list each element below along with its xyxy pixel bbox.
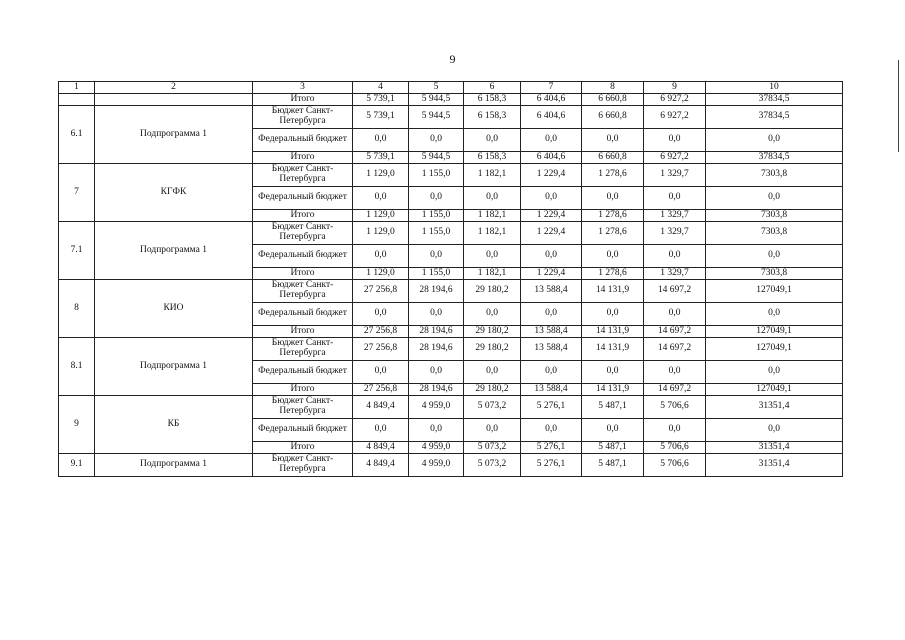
table-row — [59, 94, 843, 106]
value-cell: 13 588,4 — [521, 280, 582, 303]
value-cell: 1 229,4 — [521, 268, 582, 280]
page-number: 9 — [449, 52, 456, 66]
value-cell: 1 182,1 — [464, 210, 521, 222]
column-header-2: 2 — [95, 82, 253, 94]
value-cell: 14 697,2 — [644, 338, 706, 361]
value-cell: 5 944,5 — [409, 106, 464, 129]
row-number-cell: 8 — [59, 280, 95, 338]
value-cell: 0,0 — [582, 245, 644, 268]
value-cell: 6 660,8 — [582, 106, 644, 129]
row-number-cell: 7 — [59, 164, 95, 222]
value-cell: 1 129,0 — [353, 268, 409, 280]
executor-name-cell: Подпрограмма 1 — [95, 222, 253, 280]
executor-name-cell: Подпрограмма 1 — [95, 106, 253, 164]
value-cell: 29 180,2 — [464, 326, 521, 338]
value-cell: 0,0 — [521, 245, 582, 268]
value-cell: 1 329,7 — [644, 268, 706, 280]
value-cell: 27 256,8 — [353, 326, 409, 338]
value-cell: 1 129,0 — [353, 210, 409, 222]
value-cell: 0,0 — [521, 361, 582, 384]
value-cell: 5 739,1 — [353, 94, 409, 106]
value-cell: 0,0 — [644, 419, 706, 442]
value-cell: 37834,5 — [706, 106, 843, 129]
value-cell: 28 194,6 — [409, 338, 464, 361]
value-cell: 127049,1 — [706, 338, 843, 361]
value-cell: 1 278,6 — [582, 222, 644, 245]
value-cell: 14 131,9 — [582, 338, 644, 361]
column-header-9: 9 — [644, 82, 706, 94]
value-cell: 5 073,2 — [464, 454, 521, 477]
funding-source-cell: Федеральный бюджет — [253, 419, 353, 442]
funding-source-cell: Итого — [253, 326, 353, 338]
table-row — [59, 106, 843, 129]
row-number-cell: 9.1 — [59, 454, 95, 477]
value-cell: 1 278,6 — [582, 268, 644, 280]
value-cell: 28 194,6 — [409, 280, 464, 303]
value-cell: 0,0 — [706, 129, 843, 152]
funding-source-cell: Бюджет Санкт-Петербурга — [253, 396, 353, 419]
row-number-cell — [59, 94, 95, 106]
value-cell: 6 927,2 — [644, 152, 706, 164]
value-cell: 7303,8 — [706, 268, 843, 280]
value-cell: 14 697,2 — [644, 384, 706, 396]
value-cell: 0,0 — [409, 245, 464, 268]
value-cell: 27 256,8 — [353, 280, 409, 303]
executor-name-cell: КГФК — [95, 164, 253, 222]
value-cell: 5 739,1 — [353, 106, 409, 129]
scan-edge-mark — [898, 60, 899, 152]
value-cell: 5 706,6 — [644, 454, 706, 477]
value-cell: 31351,4 — [706, 454, 843, 477]
value-cell: 4 849,4 — [353, 442, 409, 454]
value-cell: 0,0 — [644, 187, 706, 210]
value-cell: 0,0 — [464, 187, 521, 210]
value-cell: 1 229,4 — [521, 164, 582, 187]
value-cell: 14 131,9 — [582, 326, 644, 338]
value-cell: 0,0 — [353, 187, 409, 210]
value-cell: 0,0 — [644, 129, 706, 152]
value-cell: 0,0 — [706, 419, 843, 442]
value-cell: 1 129,0 — [353, 164, 409, 187]
executor-name-cell: КБ — [95, 396, 253, 454]
value-cell: 1 155,0 — [409, 268, 464, 280]
funding-source-cell: Федеральный бюджет — [253, 245, 353, 268]
value-cell: 1 182,1 — [464, 222, 521, 245]
value-cell: 1 155,0 — [409, 210, 464, 222]
value-cell: 28 194,6 — [409, 384, 464, 396]
value-cell: 0,0 — [582, 361, 644, 384]
column-header-10: 10 — [706, 82, 843, 94]
funding-source-cell: Итого — [253, 210, 353, 222]
value-cell: 0,0 — [706, 187, 843, 210]
funding-source-cell: Федеральный бюджет — [253, 361, 353, 384]
value-cell: 31351,4 — [706, 396, 843, 419]
value-cell: 0,0 — [353, 303, 409, 326]
value-cell: 5 276,1 — [521, 396, 582, 419]
value-cell: 0,0 — [582, 419, 644, 442]
value-cell: 0,0 — [706, 361, 843, 384]
funding-source-cell: Бюджет Санкт-Петербурга — [253, 106, 353, 129]
value-cell: 0,0 — [409, 361, 464, 384]
value-cell: 13 588,4 — [521, 384, 582, 396]
value-cell: 1 155,0 — [409, 222, 464, 245]
value-cell: 1 278,6 — [582, 164, 644, 187]
funding-source-cell: Федеральный бюджет — [253, 303, 353, 326]
funding-source-cell: Бюджет Санкт-Петербурга — [253, 454, 353, 477]
value-cell: 6 158,3 — [464, 152, 521, 164]
table-row — [59, 280, 843, 303]
value-cell: 1 278,6 — [582, 210, 644, 222]
value-cell: 14 131,9 — [582, 280, 644, 303]
column-header-4: 4 — [353, 82, 409, 94]
value-cell: 0,0 — [409, 129, 464, 152]
value-cell: 5 739,1 — [353, 152, 409, 164]
value-cell: 27 256,8 — [353, 384, 409, 396]
value-cell: 6 927,2 — [644, 94, 706, 106]
table-header — [59, 82, 843, 94]
value-cell: 4 959,0 — [409, 396, 464, 419]
value-cell: 0,0 — [706, 245, 843, 268]
funding-source-cell: Итого — [253, 268, 353, 280]
column-header-1: 1 — [59, 82, 95, 94]
funding-source-cell: Бюджет Санкт-Петербурга — [253, 338, 353, 361]
value-cell: 5 487,1 — [582, 442, 644, 454]
table-row — [59, 454, 843, 477]
value-cell: 5 706,6 — [644, 396, 706, 419]
value-cell: 28 194,6 — [409, 326, 464, 338]
executor-name-cell: КИО — [95, 280, 253, 338]
funding-source-cell: Итого — [253, 152, 353, 164]
value-cell: 6 404,6 — [521, 94, 582, 106]
value-cell: 127049,1 — [706, 384, 843, 396]
table-row — [59, 338, 843, 361]
column-header-3: 3 — [253, 82, 353, 94]
column-header-8: 8 — [582, 82, 644, 94]
value-cell: 7303,8 — [706, 164, 843, 187]
funding-source-cell: Бюджет Санкт-Петербурга — [253, 222, 353, 245]
value-cell: 0,0 — [464, 245, 521, 268]
column-number-row — [59, 82, 843, 94]
funding-source-cell: Бюджет Санкт-Петербурга — [253, 280, 353, 303]
value-cell: 5 487,1 — [582, 454, 644, 477]
value-cell: 29 180,2 — [464, 280, 521, 303]
value-cell: 0,0 — [409, 187, 464, 210]
value-cell: 0,0 — [706, 303, 843, 326]
value-cell: 14 697,2 — [644, 280, 706, 303]
funding-source-cell: Итого — [253, 94, 353, 106]
value-cell: 0,0 — [521, 187, 582, 210]
value-cell: 0,0 — [464, 303, 521, 326]
value-cell: 6 404,6 — [521, 106, 582, 129]
row-number-cell: 6.1 — [59, 106, 95, 164]
value-cell: 5 073,2 — [464, 442, 521, 454]
row-number-cell: 8.1 — [59, 338, 95, 396]
value-cell: 0,0 — [521, 303, 582, 326]
value-cell: 4 849,4 — [353, 396, 409, 419]
value-cell: 5 073,2 — [464, 396, 521, 419]
value-cell: 0,0 — [644, 303, 706, 326]
value-cell: 1 229,4 — [521, 222, 582, 245]
value-cell: 0,0 — [409, 419, 464, 442]
value-cell: 0,0 — [409, 303, 464, 326]
value-cell: 1 155,0 — [409, 164, 464, 187]
value-cell: 1 329,7 — [644, 222, 706, 245]
value-cell: 31351,4 — [706, 442, 843, 454]
value-cell: 0,0 — [353, 361, 409, 384]
executor-name-cell: Подпрограмма 1 — [95, 338, 253, 396]
value-cell: 5 276,1 — [521, 454, 582, 477]
value-cell: 5 276,1 — [521, 442, 582, 454]
value-cell: 7303,8 — [706, 210, 843, 222]
value-cell: 6 158,3 — [464, 94, 521, 106]
value-cell: 7303,8 — [706, 222, 843, 245]
value-cell: 0,0 — [582, 129, 644, 152]
executor-name-cell: Подпрограмма 1 — [95, 454, 253, 477]
value-cell: 0,0 — [521, 419, 582, 442]
value-cell: 127049,1 — [706, 326, 843, 338]
value-cell: 1 229,4 — [521, 210, 582, 222]
value-cell: 0,0 — [464, 419, 521, 442]
value-cell: 0,0 — [521, 129, 582, 152]
value-cell: 0,0 — [464, 129, 521, 152]
value-cell: 1 182,1 — [464, 164, 521, 187]
table-row — [59, 396, 843, 419]
value-cell: 4 849,4 — [353, 454, 409, 477]
value-cell: 5 944,5 — [409, 152, 464, 164]
value-cell: 14 697,2 — [644, 326, 706, 338]
value-cell: 1 329,7 — [644, 164, 706, 187]
value-cell: 13 588,4 — [521, 326, 582, 338]
column-header-5: 5 — [409, 82, 464, 94]
value-cell: 6 927,2 — [644, 106, 706, 129]
executor-name-cell — [95, 94, 253, 106]
value-cell: 4 959,0 — [409, 442, 464, 454]
value-cell: 5 944,5 — [409, 94, 464, 106]
value-cell: 0,0 — [353, 129, 409, 152]
value-cell: 1 182,1 — [464, 268, 521, 280]
value-cell: 5 487,1 — [582, 396, 644, 419]
funding-source-cell: Федеральный бюджет — [253, 187, 353, 210]
value-cell: 14 131,9 — [582, 384, 644, 396]
value-cell: 4 959,0 — [409, 454, 464, 477]
funding-source-cell: Федеральный бюджет — [253, 129, 353, 152]
value-cell: 6 158,3 — [464, 106, 521, 129]
value-cell: 0,0 — [644, 361, 706, 384]
value-cell: 29 180,2 — [464, 384, 521, 396]
value-cell: 6 660,8 — [582, 152, 644, 164]
value-cell: 1 329,7 — [644, 210, 706, 222]
value-cell: 0,0 — [582, 187, 644, 210]
value-cell: 0,0 — [353, 245, 409, 268]
table-row — [59, 164, 843, 187]
value-cell: 0,0 — [353, 419, 409, 442]
row-number-cell: 7.1 — [59, 222, 95, 280]
column-header-6: 6 — [464, 82, 521, 94]
value-cell: 6 660,8 — [582, 94, 644, 106]
table-body — [59, 94, 843, 477]
value-cell: 127049,1 — [706, 280, 843, 303]
value-cell: 6 404,6 — [521, 152, 582, 164]
value-cell: 37834,5 — [706, 94, 843, 106]
value-cell: 1 129,0 — [353, 222, 409, 245]
value-cell: 0,0 — [644, 245, 706, 268]
funding-source-cell: Итого — [253, 384, 353, 396]
value-cell: 37834,5 — [706, 152, 843, 164]
column-header-7: 7 — [521, 82, 582, 94]
table-row — [59, 222, 843, 245]
value-cell: 13 588,4 — [521, 338, 582, 361]
value-cell: 0,0 — [582, 303, 644, 326]
value-cell: 29 180,2 — [464, 338, 521, 361]
funding-source-cell: Итого — [253, 442, 353, 454]
funding-source-cell: Бюджет Санкт-Петербурга — [253, 164, 353, 187]
row-number-cell: 9 — [59, 396, 95, 454]
value-cell: 0,0 — [464, 361, 521, 384]
budget-table — [58, 81, 843, 477]
value-cell: 5 706,6 — [644, 442, 706, 454]
value-cell: 27 256,8 — [353, 338, 409, 361]
